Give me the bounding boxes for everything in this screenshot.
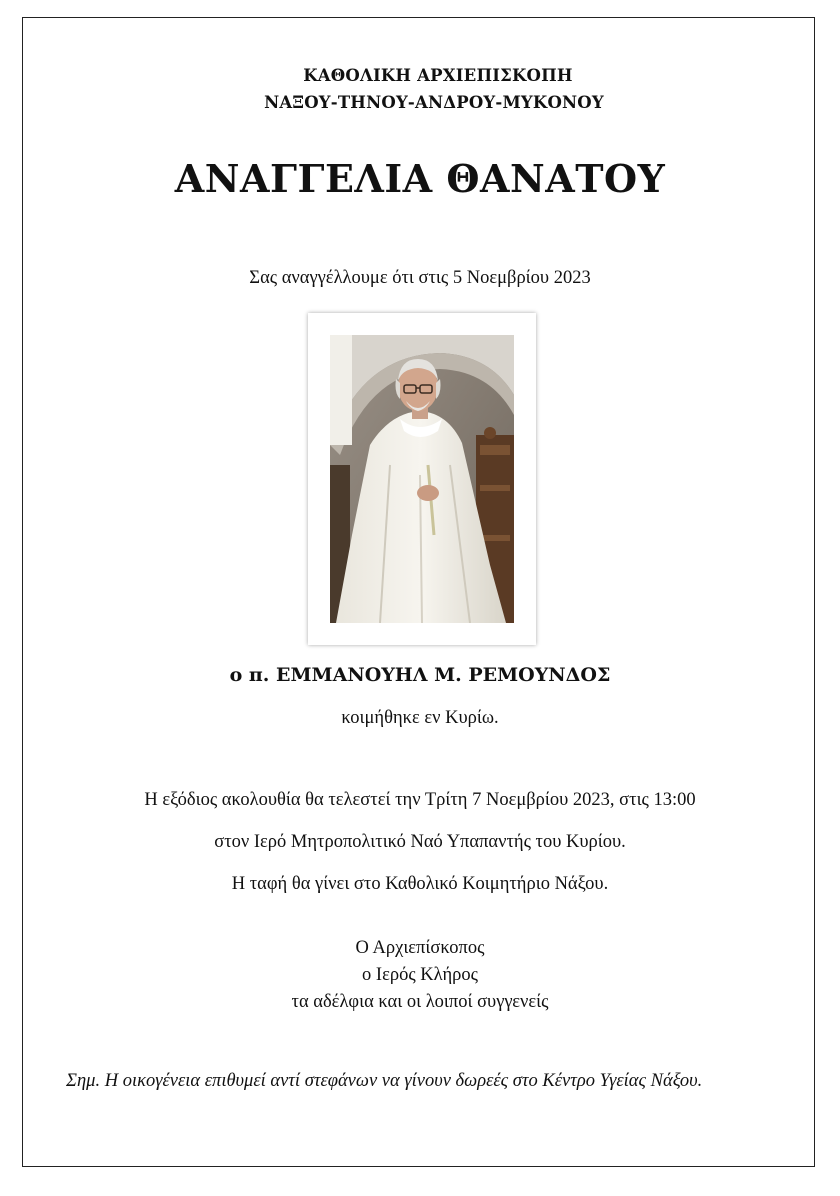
deceased-name: ο π. ΕΜΜΑΝΟΥΗΛ Μ. ΡΕΜΟΥΝΔΟΣ xyxy=(229,664,611,686)
portrait-frame xyxy=(308,313,536,645)
portrait-photo xyxy=(330,335,514,623)
announcement-text: Σας αναγγέλλουμε ότι στις 5 Νοεμβρίου 2023 xyxy=(249,268,591,288)
deceased-status: κοιμήθηκε εν Κυρίω. xyxy=(341,708,499,728)
donation-note: Σημ. Η οικογένεια επιθυμεί αντί στεφάνων να γίνουν δωρεές στο Κέντρο Υγείας Νάξου. xyxy=(66,1071,703,1091)
burial-line: Η ταφή θα γίνει στο Καθολικό Κοιμητήριο Νάξου. xyxy=(231,874,609,894)
funeral-service-line: Η εξόδιος ακολουθία θα τελεστεί την Τρίτη 7 Νοεμβρίου 2023, στις 13:00 xyxy=(144,790,696,810)
mourner-clergy: ο Ιερός Κλήρος xyxy=(362,965,478,985)
archdiocese-region: ΝΑΞΟΥ-ΤΗΝΟΥ-ΑΝΔΡΟΥ-ΜΥΚΟΝΟΥ xyxy=(264,93,604,112)
mourner-archbishop: Ο Αρχιεπίσκοπος xyxy=(355,938,485,958)
funeral-location-line: στον Ιερό Μητροπολιτικό Ναό Υπαπαντής του Κυρίου. xyxy=(214,832,626,852)
page-title: ΑΝΑΓΓΕΛΙΑ ΘΑΝΑΤΟΥ xyxy=(174,156,666,201)
mourner-family: τα αδέλφια και οι λοιποί συγγενείς xyxy=(291,992,549,1012)
archdiocese-name: ΚΑΘΟΛΙΚΗ ΑΡΧΙΕΠΙΣΚΟΠΗ xyxy=(303,66,573,85)
